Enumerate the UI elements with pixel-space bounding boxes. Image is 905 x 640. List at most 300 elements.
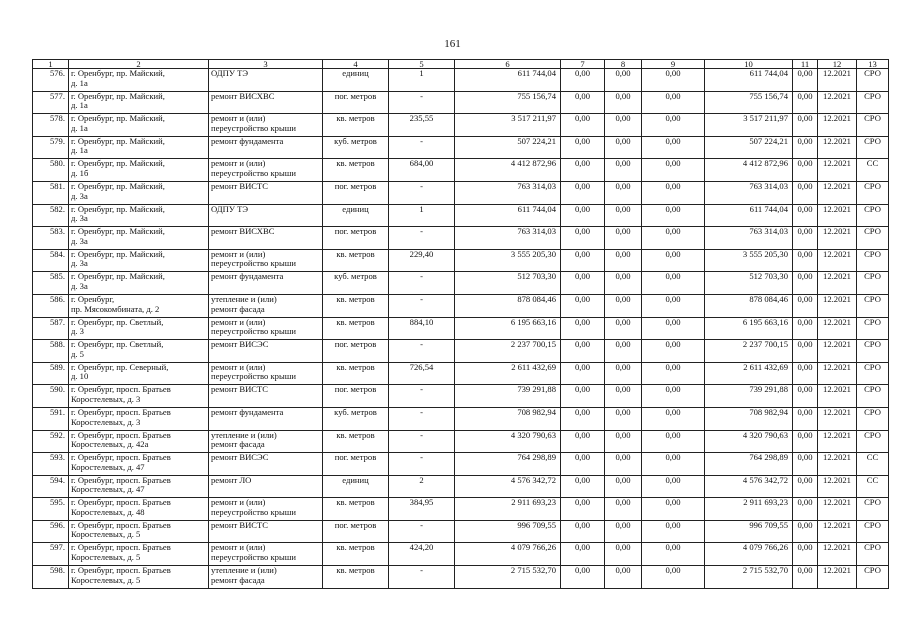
total-cost-cell: 4 079 766,26 <box>455 543 561 566</box>
col11-cell: 0,00 <box>793 430 818 453</box>
table-row <box>33 249 889 272</box>
funding-source-cell: СРО <box>857 294 889 317</box>
col8-cell: 0,00 <box>605 453 642 476</box>
address-line: д. 3а <box>71 190 88 201</box>
col8-cell: 0,00 <box>605 362 642 385</box>
col11-cell: 0,00 <box>793 407 818 430</box>
date-cell: 12.2021 <box>818 430 857 453</box>
funding-source-cell: СРО <box>857 498 889 521</box>
total-cost-cell: 708 982,94 <box>455 407 561 430</box>
work-type-cell <box>209 566 323 589</box>
col9-cell: 0,00 <box>642 91 705 114</box>
table-row <box>33 294 889 317</box>
address-line: д. 1а <box>71 100 88 111</box>
funding-source-cell: СРО <box>857 340 889 363</box>
quantity-cell: - <box>389 385 455 408</box>
address-line: г. Оренбург, пр. Майский, <box>71 204 165 214</box>
work-type-cell <box>209 69 323 92</box>
address-line: Коростелевых, д. 3 <box>71 393 141 404</box>
total-cost-cell: 2 911 693,23 <box>455 498 561 521</box>
total-cost-cell: 611 744,04 <box>455 69 561 92</box>
date-cell: 12.2021 <box>818 91 857 114</box>
col9-cell: 0,00 <box>642 294 705 317</box>
work-type-line: утепление и (или) <box>211 565 277 576</box>
work-type-cell <box>209 249 323 272</box>
work-type-line: ОДПУ ТЭ <box>211 68 249 78</box>
address-line: г. Оренбург, пр. Северный, <box>71 362 169 372</box>
col7-cell: 0,00 <box>561 475 605 498</box>
address-line: Коростелевых, д. 3 <box>71 416 141 427</box>
row-number: 587. <box>33 317 69 340</box>
table-row <box>33 543 889 566</box>
unit-cell: кв. метров <box>323 114 389 137</box>
total-cost-cell: 763 314,03 <box>455 181 561 204</box>
col10-cell: 996 709,55 <box>705 520 793 543</box>
date-cell: 12.2021 <box>818 69 857 92</box>
col8-cell: 0,00 <box>605 340 642 363</box>
col11-cell: 0,00 <box>793 159 818 182</box>
funding-source-cell: СС <box>857 475 889 498</box>
total-cost-cell: 4 412 872,96 <box>455 159 561 182</box>
row-number: 586. <box>33 294 69 317</box>
address-line: г. Оренбург, просп. Братьев <box>71 407 171 417</box>
table-row <box>33 430 889 453</box>
address-line: Коростелевых, д. 48 <box>71 506 145 517</box>
funding-source-cell: СРО <box>857 317 889 340</box>
row-number: 598. <box>33 566 69 589</box>
unit-cell: пог. метров <box>323 227 389 250</box>
work-type-cell <box>209 453 323 476</box>
quantity-cell: 235,55 <box>389 114 455 137</box>
work-type-cell <box>209 181 323 204</box>
col10-cell: 4 576 342,72 <box>705 475 793 498</box>
work-type-line: ремонт ВИСЭС <box>211 339 269 350</box>
funding-source-cell: СРО <box>857 407 889 430</box>
address-line: г. Оренбург, пр. Майский, <box>71 249 165 259</box>
address-line: г. Оренбург, просп. Братьев <box>71 475 171 485</box>
column-number-11: 11 <box>793 60 818 69</box>
funding-source-cell: СРО <box>857 272 889 295</box>
table-row <box>33 362 889 385</box>
table-row <box>33 407 889 430</box>
row-number: 591. <box>33 407 69 430</box>
total-cost-cell: 6 195 663,16 <box>455 317 561 340</box>
address-cell <box>69 204 209 227</box>
total-cost-cell: 3 517 211,97 <box>455 114 561 137</box>
col9-cell: 0,00 <box>642 498 705 521</box>
table-row <box>33 498 889 521</box>
quantity-cell: - <box>389 340 455 363</box>
work-type-line: ремонт фасада <box>211 574 265 585</box>
date-cell: 12.2021 <box>818 272 857 295</box>
total-cost-cell: 2 611 432,69 <box>455 362 561 385</box>
address-line: д. 10 <box>71 371 89 382</box>
col8-cell: 0,00 <box>605 430 642 453</box>
row-number: 576. <box>33 69 69 92</box>
date-cell: 12.2021 <box>818 181 857 204</box>
address-cell <box>69 340 209 363</box>
address-line: д. 1а <box>71 145 88 156</box>
col7-cell: 0,00 <box>561 204 605 227</box>
quantity-cell: - <box>389 453 455 476</box>
unit-cell: пог. метров <box>323 453 389 476</box>
total-cost-cell: 512 703,30 <box>455 272 561 295</box>
address-cell <box>69 91 209 114</box>
funding-source-cell: СРО <box>857 385 889 408</box>
address-cell <box>69 543 209 566</box>
unit-cell: пог. метров <box>323 520 389 543</box>
column-number-row <box>33 60 889 69</box>
col8-cell: 0,00 <box>605 181 642 204</box>
work-type-line: переустройство крыши <box>211 326 296 337</box>
col11-cell: 0,00 <box>793 249 818 272</box>
work-type-line: ремонт и (или) <box>211 249 266 259</box>
work-type-line: переустройство крыши <box>211 122 296 133</box>
col10-cell: 763 314,03 <box>705 227 793 250</box>
address-cell <box>69 272 209 295</box>
address-line: г. Оренбург, пр. Майский, <box>71 68 165 78</box>
table-row <box>33 272 889 295</box>
col9-cell: 0,00 <box>642 69 705 92</box>
work-type-cell <box>209 362 323 385</box>
total-cost-cell: 611 744,04 <box>455 204 561 227</box>
col9-cell: 0,00 <box>642 407 705 430</box>
work-type-cell <box>209 340 323 363</box>
address-line: г. Оренбург, пр. Майский, <box>71 181 165 191</box>
col8-cell: 0,00 <box>605 520 642 543</box>
col8-cell: 0,00 <box>605 543 642 566</box>
col10-cell: 764 298,89 <box>705 453 793 476</box>
row-number: 585. <box>33 272 69 295</box>
total-cost-cell: 739 291,88 <box>455 385 561 408</box>
address-cell <box>69 498 209 521</box>
col8-cell: 0,00 <box>605 317 642 340</box>
row-number: 594. <box>33 475 69 498</box>
funding-source-cell: СРО <box>857 227 889 250</box>
total-cost-cell: 4 576 342,72 <box>455 475 561 498</box>
unit-cell: кв. метров <box>323 249 389 272</box>
address-line: г. Оренбург, просп. Братьев <box>71 430 171 440</box>
column-number-9: 9 <box>642 60 705 69</box>
address-cell <box>69 227 209 250</box>
quantity-cell: - <box>389 136 455 159</box>
table-row <box>33 69 889 92</box>
page-number: 161 <box>444 38 461 50</box>
address-line: д. 3а <box>71 258 88 269</box>
date-cell: 12.2021 <box>818 407 857 430</box>
col8-cell: 0,00 <box>605 159 642 182</box>
col11-cell: 0,00 <box>793 294 818 317</box>
work-type-line: переустройство крыши <box>211 258 296 269</box>
col10-cell: 2 715 532,70 <box>705 566 793 589</box>
col7-cell: 0,00 <box>561 362 605 385</box>
col10-cell: 708 982,94 <box>705 407 793 430</box>
col11-cell: 0,00 <box>793 114 818 137</box>
work-type-line: ремонт и (или) <box>211 113 266 124</box>
work-type-cell <box>209 294 323 317</box>
date-cell: 12.2021 <box>818 520 857 543</box>
col9-cell: 0,00 <box>642 340 705 363</box>
table-row <box>33 204 889 227</box>
col10-cell: 4 079 766,26 <box>705 543 793 566</box>
funding-source-cell: СРО <box>857 181 889 204</box>
col11-cell: 0,00 <box>793 498 818 521</box>
total-cost-cell: 2 237 700,15 <box>455 340 561 363</box>
work-type-line: ремонт фундамента <box>211 271 284 282</box>
col7-cell: 0,00 <box>561 407 605 430</box>
col8-cell: 0,00 <box>605 249 642 272</box>
table-row <box>33 520 889 543</box>
col10-cell: 507 224,21 <box>705 136 793 159</box>
work-type-cell <box>209 272 323 295</box>
quantity-cell: - <box>389 227 455 250</box>
col7-cell: 0,00 <box>561 498 605 521</box>
unit-cell: кв. метров <box>323 294 389 317</box>
work-type-line: ремонт и (или) <box>211 542 266 553</box>
work-type-line: переустройство крыши <box>211 167 296 178</box>
work-type-line: ремонт и (или) <box>211 158 266 169</box>
table-row <box>33 340 889 363</box>
col11-cell: 0,00 <box>793 520 818 543</box>
work-type-line: ремонт ВИСХВС <box>211 91 275 101</box>
col10-cell: 6 195 663,16 <box>705 317 793 340</box>
work-type-cell <box>209 520 323 543</box>
quantity-cell: - <box>389 294 455 317</box>
quantity-cell: 684,00 <box>389 159 455 182</box>
address-line: г. Оренбург, <box>71 294 115 304</box>
funding-source-cell: СРО <box>857 204 889 227</box>
col9-cell: 0,00 <box>642 317 705 340</box>
col7-cell: 0,00 <box>561 249 605 272</box>
col11-cell: 0,00 <box>793 362 818 385</box>
date-cell: 12.2021 <box>818 227 857 250</box>
work-type-cell <box>209 543 323 566</box>
date-cell: 12.2021 <box>818 566 857 589</box>
table-row <box>33 475 889 498</box>
address-line: Коростелевых, д. 47 <box>71 484 145 495</box>
quantity-cell: 229,40 <box>389 249 455 272</box>
col11-cell: 0,00 <box>793 69 818 92</box>
col9-cell: 0,00 <box>642 520 705 543</box>
unit-cell: кв. метров <box>323 362 389 385</box>
work-type-line: ОДПУ ТЭ <box>211 204 249 214</box>
column-number-4: 4 <box>323 60 389 69</box>
date-cell: 12.2021 <box>818 159 857 182</box>
quantity-cell: - <box>389 91 455 114</box>
col8-cell: 0,00 <box>605 272 642 295</box>
table-body <box>33 69 889 589</box>
work-type-line: ремонт и (или) <box>211 317 266 327</box>
column-number-1: 1 <box>33 60 69 69</box>
col9-cell: 0,00 <box>642 453 705 476</box>
address-cell <box>69 114 209 137</box>
total-cost-cell: 755 156,74 <box>455 91 561 114</box>
total-cost-cell: 507 224,21 <box>455 136 561 159</box>
unit-cell: куб. метров <box>323 136 389 159</box>
address-line: г. Оренбург, просп. Братьев <box>71 565 171 576</box>
col8-cell: 0,00 <box>605 385 642 408</box>
work-type-cell <box>209 317 323 340</box>
work-type-line: ремонт фасада <box>211 303 265 314</box>
col8-cell: 0,00 <box>605 91 642 114</box>
work-type-cell <box>209 91 323 114</box>
address-line: д. 3а <box>71 213 88 224</box>
address-cell <box>69 181 209 204</box>
work-type-line: ремонт и (или) <box>211 362 266 372</box>
unit-cell: куб. метров <box>323 272 389 295</box>
col10-cell: 2 237 700,15 <box>705 340 793 363</box>
row-number: 577. <box>33 91 69 114</box>
address-line: д. 3а <box>71 280 88 291</box>
total-cost-cell: 4 320 790,63 <box>455 430 561 453</box>
col7-cell: 0,00 <box>561 69 605 92</box>
work-type-cell <box>209 227 323 250</box>
col9-cell: 0,00 <box>642 385 705 408</box>
col9-cell: 0,00 <box>642 475 705 498</box>
address-cell <box>69 317 209 340</box>
date-cell: 12.2021 <box>818 340 857 363</box>
col8-cell: 0,00 <box>605 69 642 92</box>
work-type-line: утепление и (или) <box>211 430 277 440</box>
row-number: 590. <box>33 385 69 408</box>
column-number-7: 7 <box>561 60 605 69</box>
address-cell <box>69 520 209 543</box>
work-type-cell <box>209 136 323 159</box>
address-cell <box>69 385 209 408</box>
col10-cell: 755 156,74 <box>705 91 793 114</box>
row-number: 581. <box>33 181 69 204</box>
row-number: 595. <box>33 498 69 521</box>
work-type-cell <box>209 385 323 408</box>
col7-cell: 0,00 <box>561 136 605 159</box>
date-cell: 12.2021 <box>818 543 857 566</box>
date-cell: 12.2021 <box>818 294 857 317</box>
row-number: 597. <box>33 543 69 566</box>
table-row <box>33 566 889 589</box>
address-line: д. 3 <box>71 326 84 337</box>
date-cell: 12.2021 <box>818 317 857 340</box>
col10-cell: 763 314,03 <box>705 181 793 204</box>
column-number-13: 13 <box>857 60 889 69</box>
quantity-cell: - <box>389 566 455 589</box>
work-type-cell <box>209 475 323 498</box>
unit-cell: пог. метров <box>323 91 389 114</box>
address-cell <box>69 362 209 385</box>
col11-cell: 0,00 <box>793 453 818 476</box>
col10-cell: 3 517 211,97 <box>705 114 793 137</box>
col9-cell: 0,00 <box>642 181 705 204</box>
work-type-line: ремонт фундамента <box>211 136 284 146</box>
address-cell <box>69 475 209 498</box>
work-type-line: ремонт ВИСТС <box>211 520 269 530</box>
address-cell <box>69 69 209 92</box>
col9-cell: 0,00 <box>642 227 705 250</box>
table-row <box>33 159 889 182</box>
col7-cell: 0,00 <box>561 91 605 114</box>
quantity-cell: 1 <box>389 204 455 227</box>
address-line: д. 3а <box>71 235 88 246</box>
date-cell: 12.2021 <box>818 453 857 476</box>
total-cost-cell: 3 555 205,30 <box>455 249 561 272</box>
unit-cell: кв. метров <box>323 543 389 566</box>
work-type-line: ремонт ВИСХВС <box>211 226 275 237</box>
funding-source-cell: СРО <box>857 136 889 159</box>
funding-source-cell: СС <box>857 453 889 476</box>
date-cell: 12.2021 <box>818 136 857 159</box>
col11-cell: 0,00 <box>793 543 818 566</box>
address-cell <box>69 453 209 476</box>
work-type-line: ремонт ЛО <box>211 475 252 485</box>
table-row <box>33 181 889 204</box>
col7-cell: 0,00 <box>561 430 605 453</box>
capital-repair-table <box>32 59 889 589</box>
col8-cell: 0,00 <box>605 407 642 430</box>
unit-cell: единиц <box>323 475 389 498</box>
row-number: 582. <box>33 204 69 227</box>
col8-cell: 0,00 <box>605 204 642 227</box>
col7-cell: 0,00 <box>561 114 605 137</box>
date-cell: 12.2021 <box>818 385 857 408</box>
funding-source-cell: СРО <box>857 91 889 114</box>
column-number-6: 6 <box>455 60 561 69</box>
quantity-cell: 2 <box>389 475 455 498</box>
address-line: г. Оренбург, пр. Светлый, <box>71 339 164 350</box>
address-line: г. Оренбург, просп. Братьев <box>71 497 171 508</box>
date-cell: 12.2021 <box>818 498 857 521</box>
column-number-2: 2 <box>69 60 209 69</box>
col11-cell: 0,00 <box>793 340 818 363</box>
row-number: 593. <box>33 453 69 476</box>
address-line: д. 1а <box>71 122 88 133</box>
quantity-cell: 726,54 <box>389 362 455 385</box>
work-type-cell <box>209 159 323 182</box>
col9-cell: 0,00 <box>642 204 705 227</box>
work-type-cell <box>209 430 323 453</box>
col8-cell: 0,00 <box>605 114 642 137</box>
address-line: Коростелевых, д. 5 <box>71 552 141 563</box>
address-cell <box>69 566 209 589</box>
col9-cell: 0,00 <box>642 114 705 137</box>
col11-cell: 0,00 <box>793 227 818 250</box>
unit-cell: кв. метров <box>323 317 389 340</box>
quantity-cell: - <box>389 272 455 295</box>
col7-cell: 0,00 <box>561 520 605 543</box>
col10-cell: 611 744,04 <box>705 69 793 92</box>
col9-cell: 0,00 <box>642 136 705 159</box>
col7-cell: 0,00 <box>561 385 605 408</box>
date-cell: 12.2021 <box>818 249 857 272</box>
address-line: г. Оренбург, просп. Братьев <box>71 452 171 463</box>
col7-cell: 0,00 <box>561 566 605 589</box>
address-line: д. 1б <box>71 167 89 178</box>
funding-source-cell: СРО <box>857 249 889 272</box>
quantity-cell: - <box>389 430 455 453</box>
row-number: 588. <box>33 340 69 363</box>
funding-source-cell: СРО <box>857 430 889 453</box>
column-number-10: 10 <box>705 60 793 69</box>
work-type-line: ремонт ВИСТС <box>211 384 269 395</box>
col11-cell: 0,00 <box>793 181 818 204</box>
col11-cell: 0,00 <box>793 272 818 295</box>
address-line: д. 1а <box>71 77 88 88</box>
column-number-12: 12 <box>818 60 857 69</box>
col7-cell: 0,00 <box>561 159 605 182</box>
address-line: г. Оренбург, просп. Братьев <box>71 542 171 553</box>
quantity-cell: - <box>389 407 455 430</box>
unit-cell: пог. метров <box>323 385 389 408</box>
address-line: пр. Мясокомбината, д. 2 <box>71 303 160 314</box>
unit-cell: кв. метров <box>323 566 389 589</box>
